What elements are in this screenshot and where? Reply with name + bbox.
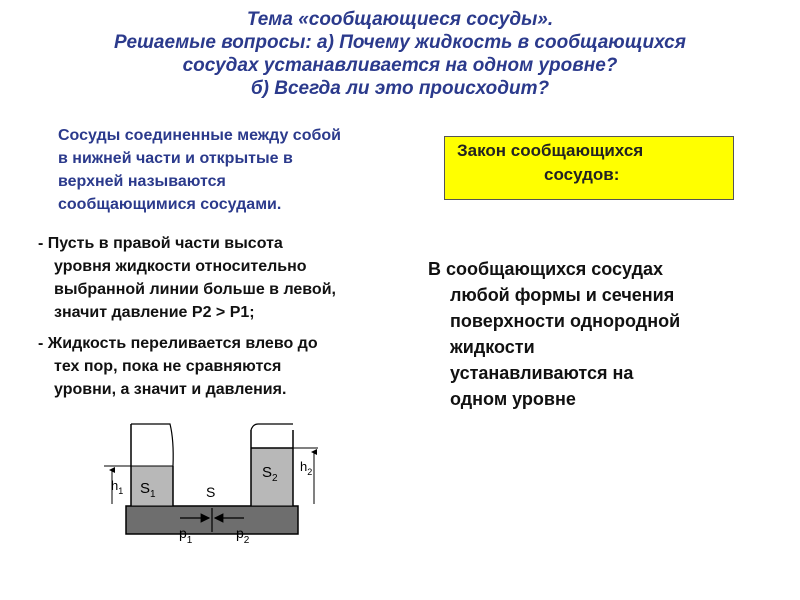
bullet-line: значит давление Р2 > Р1; [54,304,255,321]
law-line-4: жидкости [450,337,535,357]
law-line-2: любой формы и сечения [450,285,675,305]
law-line-1: В сообщающихся сосудах [428,259,664,279]
bullet-line: уровни, а значит и давления. [54,381,287,398]
s-label: S [206,484,216,500]
law-line-6: одном уровне [450,389,576,409]
s2-label: $S_2$ [262,464,278,484]
bullet-line: выбранной линии больше в левой, [54,281,336,298]
bullet-line: тех пор, пока не сравняются [54,358,282,375]
title-line-2: Решаемые вопросы: а) Почему жидкость в сообщающихся [114,32,686,53]
bullet-line: - Жидкость переливается влево до [38,335,318,352]
left-vessel-top [131,424,173,466]
law-line-3: поверхности однородной [450,311,681,331]
bullet-line: - Пусть в правой части высота [38,235,283,252]
bullet-line: уровня жидкости относительно [54,258,307,275]
law-box-line-2: сосудов: [544,165,620,184]
law-line-5: устанавливаются на [450,363,634,383]
title-line-1: Тема «сообщающиеся сосуды». [246,9,554,30]
h2-label: $h_2$ [300,459,313,477]
definition-line-4: сообщающимися сосудами. [58,196,282,213]
s1-label: $S_1$ [140,480,156,500]
definition-line-2: в нижней части и открытые в [58,150,293,167]
left-vessel-liquid [131,466,173,506]
p2-label: $p_2$ [236,525,250,546]
right-vessel-top [251,424,293,430]
p1-label: $p_1$ [179,525,193,546]
definition-line-3: верхней называются [58,173,226,190]
h1-label: $h_1$ [111,478,124,496]
title-line-4: б) Всегда ли это происходит? [250,78,550,99]
title-line-3: сосудах устанавливается на одном уровне? [182,55,618,76]
law-box-line-1: Закон сообщающихся [457,141,644,160]
definition-line-1: Сосуды соединенные между собой [58,127,341,144]
